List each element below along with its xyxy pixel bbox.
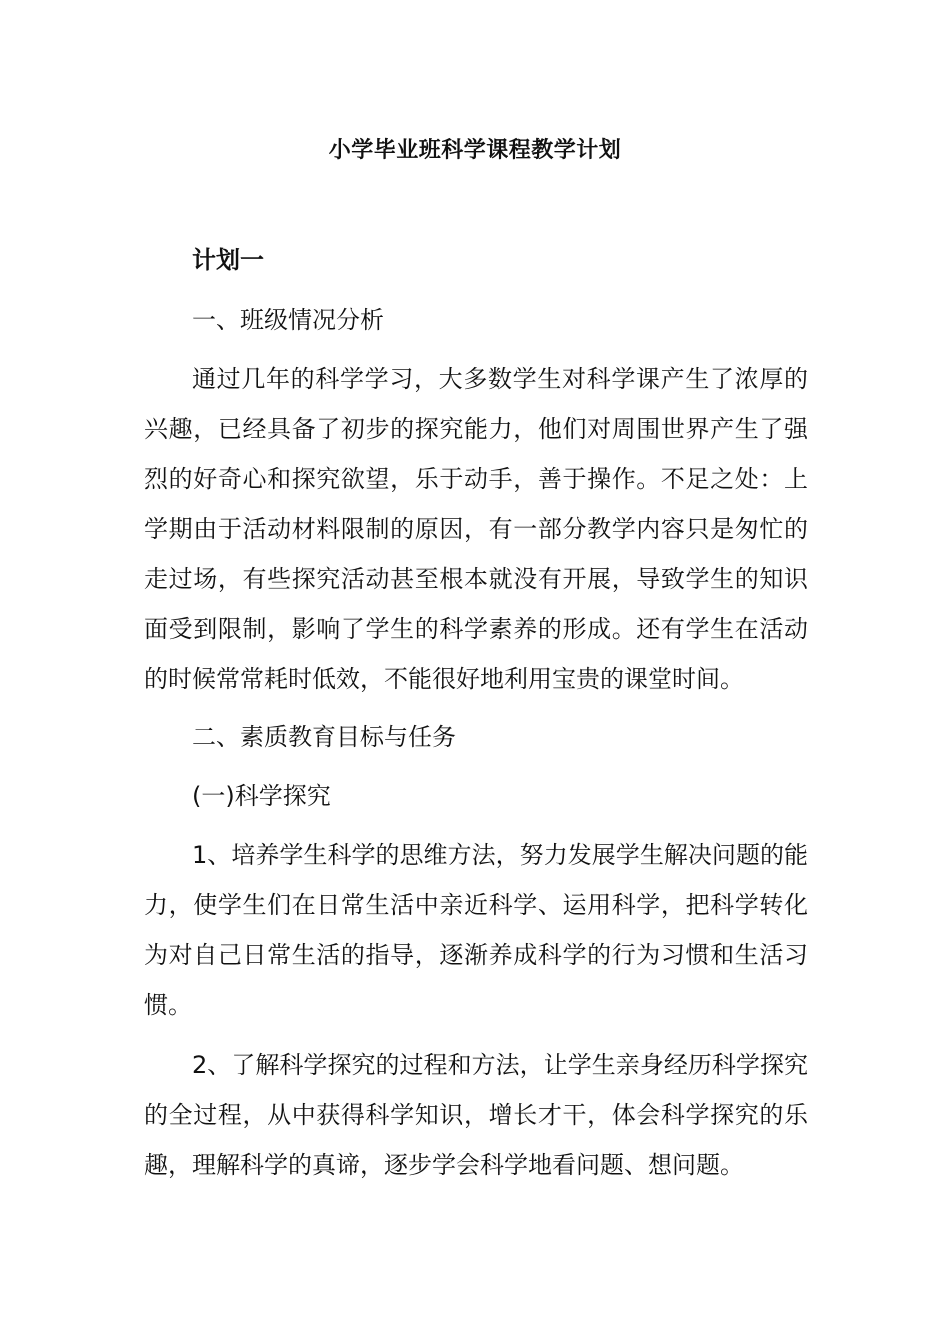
plan-heading: 计划一 xyxy=(192,246,264,274)
list-item-2: 2、了解科学探究的过程和方法，让学生亲身经历科学探究的全过程，从中获得科学知识，增长才干，体会科学探究的乐趣，理解科学的真谛，逐步学会科学地看问题、想问题。 xyxy=(144,1051,808,1179)
section1-heading: 一、班级情况分析 xyxy=(192,306,384,334)
list-item-1: 1、培养学生科学的思维方法，努力发展学生解决问题的能力，使学生们在日常生活中亲近科学、运用科学，把科学转化为对自己日常生活的指导，逐渐养成科学的行为习惯和生活习惯。 xyxy=(144,841,808,1019)
document-title: 小学毕业班科学课程教学计划 xyxy=(328,138,622,163)
section1-paragraph: 通过几年的科学学习，大多数学生对科学课产生了浓厚的兴趣，已经具备了初步的探究能力，他们对周围世界产生了强烈的好奇心和探究欲望，乐于动手，善于操作。不足之处：上学期由于活动材料限制的原因，有一部分教学内容只是匆忙的走过场，有些探究活动甚至根本就没有开展，导致学生的知识面受到限制，影响了学生的科学素养的形成。还有学生在活动的时候常常耗时低效，不能很好地利用宝贵的课堂时间。 xyxy=(144,365,808,693)
subsection-heading: (一)科学探究 xyxy=(192,782,331,810)
section2-heading: 二、素质教育目标与任务 xyxy=(192,723,456,751)
